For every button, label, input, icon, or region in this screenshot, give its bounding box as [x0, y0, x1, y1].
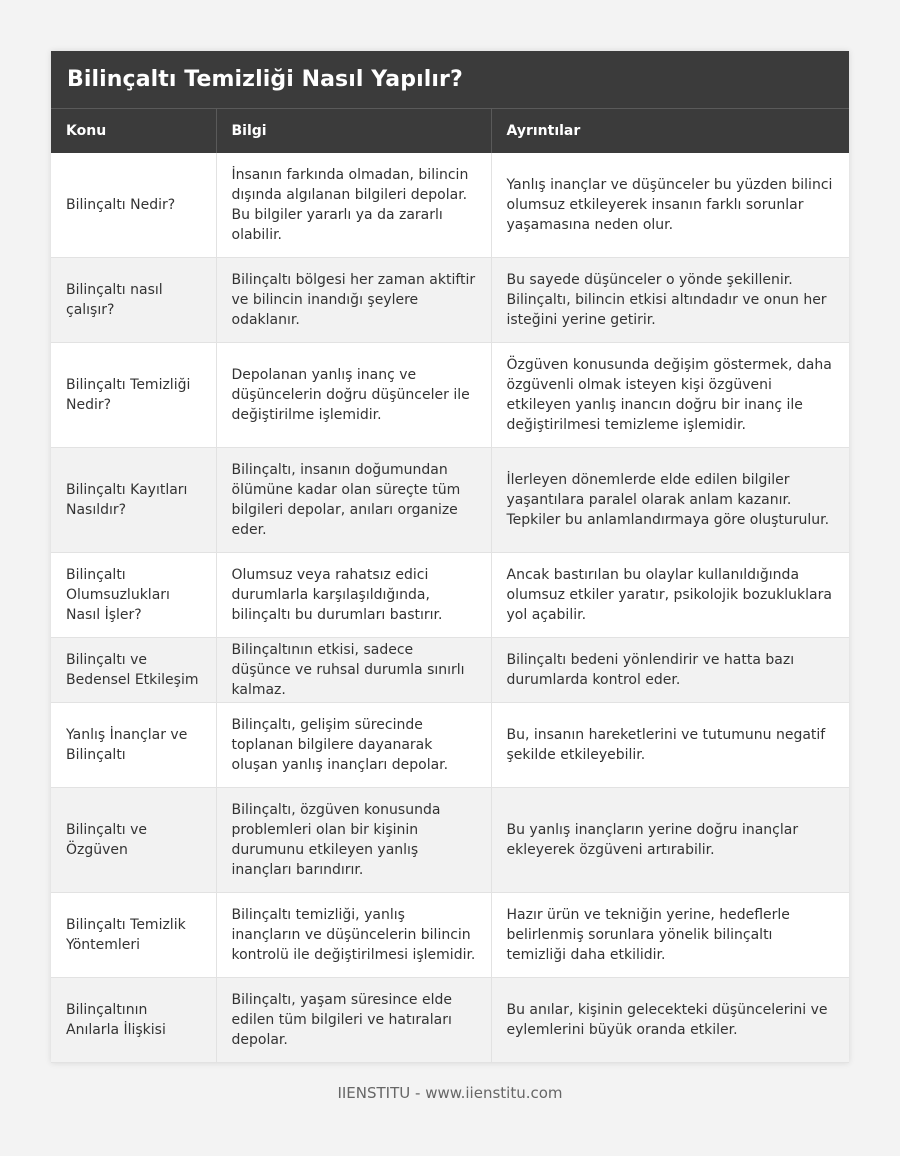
page-title: Bilinçaltı Temizliği Nasıl Yapılır?: [67, 67, 463, 92]
cell-konu: Bilinçaltı Olumsuzlukları Nasıl İşler?: [51, 553, 216, 638]
cell-bilgi: Bilinçaltı, özgüven konusunda problemleri olan bir kişinin durumunu etkileyen yanlış inançları barındırır.: [216, 788, 491, 893]
column-header-konu: Konu: [51, 109, 216, 153]
cell-bilgi: İnsanın farkında olmadan, bilincin dışında algılanan bilgileri depolar. Bu bilgiler yararlı ya da zararlı olabilir.: [216, 153, 491, 258]
info-table-card: [51, 51, 849, 1063]
table-row: [51, 553, 849, 638]
cell-bilgi: Bilinçaltı, gelişim sürecinde toplanan bilgilere dayanarak oluşan yanlış inançları depolar.: [216, 703, 491, 788]
cell-konu: Bilinçaltı Kayıtları Nasıldır?: [51, 448, 216, 553]
cell-ayrinti: Bu sayede düşünceler o yönde şekillenir. Bilinçaltı, bilincin etkisi altındadır ve onun her isteğini yerine getirir.: [491, 258, 849, 343]
cell-bilgi: Bilinçaltı bölgesi her zaman aktiftir ve bilincin inandığı şeylere odaklanır.: [216, 258, 491, 343]
table-row: [51, 448, 849, 553]
cell-bilgi: Olumsuz veya rahatsız edici durumlarla karşılaşıldığında, bilinçaltı bu durumları bastırır.: [216, 553, 491, 638]
cell-konu: Bilinçaltı ve Özgüven: [51, 788, 216, 893]
cell-bilgi: Depolanan yanlış inanç ve düşüncelerin doğru düşünceler ile değiştirilme işlemidir.: [216, 343, 491, 448]
table-row: [51, 788, 849, 893]
table-row: [51, 703, 849, 788]
table-row: [51, 978, 849, 1063]
column-header-ayrintilar: Ayrıntılar: [491, 109, 849, 153]
cell-bilgi: Bilinçaltı temizliği, yanlış inançların ve düşüncelerin bilincin kontrolü ile değiştirilmesi işlemidir.: [216, 893, 491, 978]
cell-ayrinti: Ancak bastırılan bu olaylar kullanıldığında olumsuz etkiler yaratır, psikolojik bozukluklara yol açabilir.: [491, 553, 849, 638]
cell-ayrinti: Yanlış inançlar ve düşünceler bu yüzden bilinci olumsuz etkileyerek insanın farklı sorunlar yaşamasına neden olur.: [491, 153, 849, 258]
cell-konu: Bilinçaltının Anılarla İlişkisi: [51, 978, 216, 1063]
cell-konu: Bilinçaltı ve Bedensel Etkileşim: [51, 638, 216, 703]
table-row: [51, 343, 849, 448]
cell-ayrinti: İlerleyen dönemlerde elde edilen bilgiler yaşantılara paralel olarak anlam kazanır. Tepkiler bu anlamlandırmaya göre oluşturulur.: [491, 448, 849, 553]
cell-konu: Yanlış İnançlar ve Bilinçaltı: [51, 703, 216, 788]
cell-konu: Bilinçaltı nasıl çalışır?: [51, 258, 216, 343]
cell-bilgi: Bilinçaltı, insanın doğumundan ölümüne kadar olan süreçte tüm bilgileri depolar, anıları organize eder.: [216, 448, 491, 553]
table-header-row: [51, 109, 849, 153]
column-header-bilgi: Bilgi: [216, 109, 491, 153]
cell-ayrinti: Bu anılar, kişinin gelecekteki düşüncelerini ve eylemlerini büyük oranda etkiler.: [491, 978, 849, 1063]
cell-konu: Bilinçaltı Temizliği Nedir?: [51, 343, 216, 448]
cell-ayrinti: Bu yanlış inançların yerine doğru inançlar ekleyerek özgüveni artırabilir.: [491, 788, 849, 893]
cell-konu: Bilinçaltı Nedir?: [51, 153, 216, 258]
cell-ayrinti: Bilinçaltı bedeni yönlendirir ve hatta bazı durumlarda kontrol eder.: [491, 638, 849, 703]
table-row: [51, 153, 849, 258]
table-row: [51, 258, 849, 343]
cell-bilgi: Bilinçaltı, yaşam süresince elde edilen tüm bilgileri ve hatıraları depolar.: [216, 978, 491, 1063]
cell-bilgi: Bilinçaltının etkisi, sadece düşünce ve ruhsal durumla sınırlı kalmaz.: [216, 638, 491, 703]
cell-ayrinti: Bu, insanın hareketlerini ve tutumunu negatif şekilde etkileyebilir.: [491, 703, 849, 788]
footer-credit: IIENSTITU - www.iienstitu.com: [337, 1084, 563, 1102]
table-row: [51, 638, 849, 703]
title-bar: [51, 51, 849, 109]
info-table: [51, 109, 849, 1063]
table-row: [51, 893, 849, 978]
cell-ayrinti: Özgüven konusunda değişim göstermek, daha özgüvenli olmak isteyen kişi özgüveni etkileyen yanlış inancın doğru bir inanç ile değiştirilmesi temizleme işlemidir.: [491, 343, 849, 448]
cell-konu: Bilinçaltı Temizlik Yöntemleri: [51, 893, 216, 978]
cell-ayrinti: Hazır ürün ve tekniğin yerine, hedeflerle belirlenmiş sorunlara yönelik bilinçaltı temizliği daha etkilidir.: [491, 893, 849, 978]
